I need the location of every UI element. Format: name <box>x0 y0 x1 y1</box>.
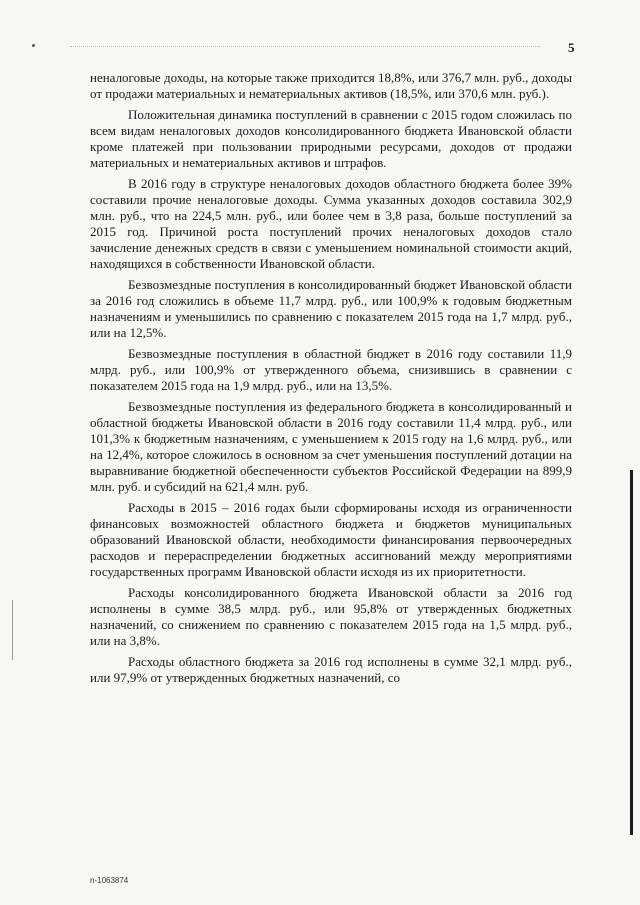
scan-artifact-header-line <box>70 46 540 50</box>
page-number: 5 <box>568 40 575 55</box>
paragraph: Расходы в 2015 – 2016 годах были сформированы исходя из ограниченности финансовых возможностей областного бюджета и бюджетов муниципальных образований Ивановской области, необходимости финансирования первоочередных расходов и перераспределении бюджетных ассигнований между мероприятиями государственных программ Ивановской области исходя из их приоритетности. <box>90 500 572 579</box>
scan-edge-shadow-right <box>630 470 633 835</box>
paragraph: Положительная динамика поступлений в сравнении с 2015 годом сложилась по всем видам неналоговых доходов консолидированного бюджета Ивановской области кроме платежей при пользовании природными ресурсами, доходов от продажи материальных и нематериальных активов и штрафов. <box>90 107 572 170</box>
body-text <box>90 70 572 691</box>
paragraph: Расходы консолидированного бюджета Ивановской области за 2016 год исполнены в сумме 38,5 млрд. руб., или 95,8% от утвержденных бюджетных назначений, со снижением по сравнению с показателем 2015 года на 1,5 млрд. руб., или на 3,8%. <box>90 585 572 648</box>
paragraph: Расходы областного бюджета за 2016 год исполнены в сумме 32,1 млрд. руб., или 97,9% от утвержденных бюджетных назначений, со <box>90 654 572 685</box>
paragraph-continuation: неналоговые доходы, на которые также приходится 18,8%, или 376,7 млн. руб., доходы от продажи материальных и нематериальных активов (18,5%, или 370,6 млн. руб.). <box>90 70 572 101</box>
paragraph: Безвозмездные поступления в областной бюджет в 2016 году составили 11,9 млрд. руб., или 100,9% от утвержденного объема, снизившись в сравнении с показателем 2015 года на 1,9 млрд. руб., или на 13,5%. <box>90 346 572 393</box>
footer-document-code: n-1063874 <box>90 876 129 885</box>
scan-artifact-dot <box>32 44 35 47</box>
scan-edge-mark-left <box>12 600 13 660</box>
paragraph: В 2016 году в структуре неналоговых доходов областного бюджета более 39% составили прочие неналоговые доходы. Сумма указанных доходов составила 302,9 млн. руб., что на 224,5 млн. руб., или более чем в 3,8 раза, больше поступлений за 2015 год. Причиной роста поступлений прочих неналоговых доходов стало зачисление денежных средств в связи с уменьшением номинальной стоимости акций, находящихся в собственности Ивановской области. <box>90 176 572 271</box>
paragraph: Безвозмездные поступления из федерального бюджета в консолидированный и областной бюджеты Ивановской области в 2016 году составили 11,4 млрд. руб., или 101,3% к бюджетным назначениям, с уменьшением к 2015 году на 1,6 млрд. руб., или на 12,4%, которое сложилось в основном за счет уменьшения поступлений дотации на выравнивание бюджетной обеспеченности субъектов Российской Федерации на 899,9 млн. руб. и субсидий на 621,4 млн. руб. <box>90 399 572 494</box>
paragraph: Безвозмездные поступления в консолидированный бюджет Ивановской области за 2016 год сложились в объеме 11,7 млрд. руб., или 100,9% к годовым бюджетным назначениям и уменьшились по сравнению с показателем 2015 года на 1,7 млрд. руб., или на 12,5%. <box>90 277 572 340</box>
